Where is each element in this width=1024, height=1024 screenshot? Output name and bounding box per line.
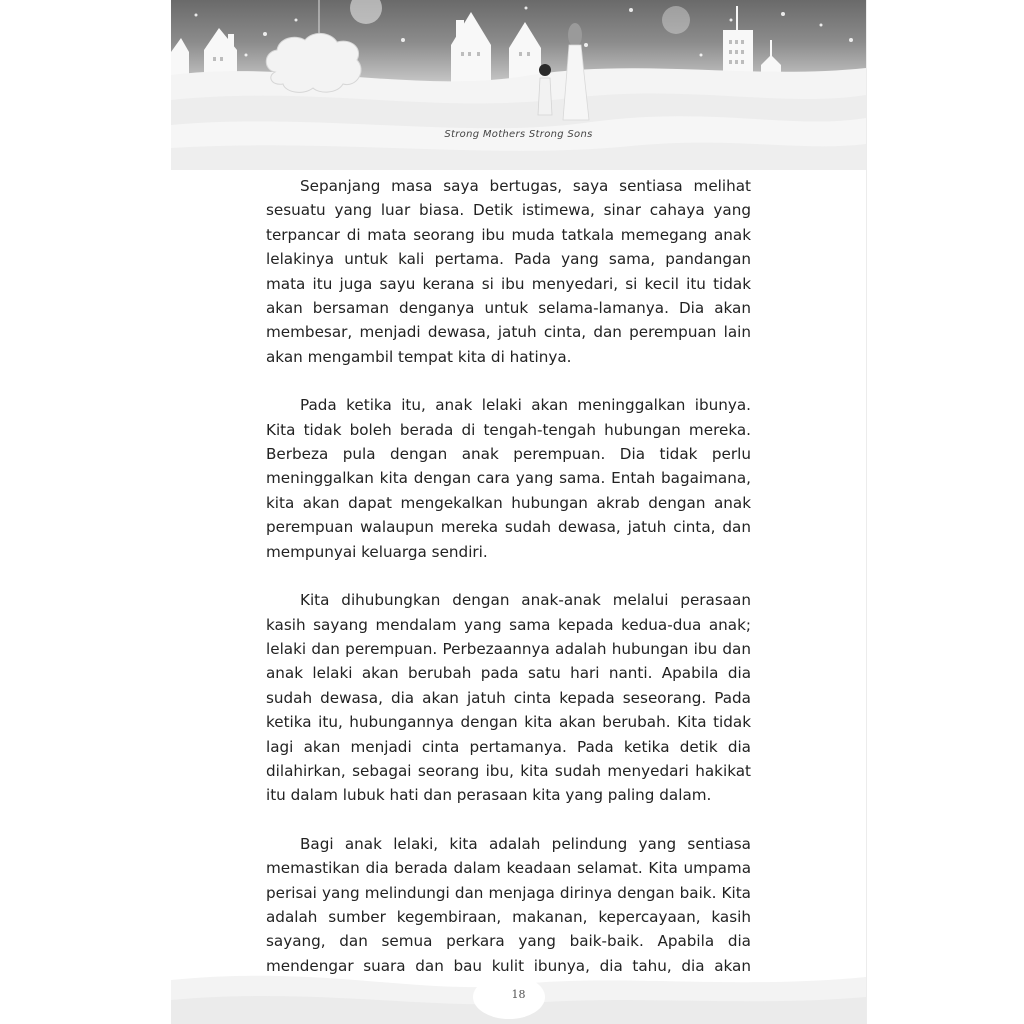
- paragraph-2: Pada ketika itu, anak lelaki akan meninggalkan ibunya. Kita tidak boleh berada di tengah-tengah hubungan mereka. Berbeza pula dengan anak perempuan. Dia tidak perlu meninggalkan kita dengan cara yang sama. Entah bagaimana, kita akan dapat mengekalkan hubungan akrab dengan anak perempuan walaupun mereka sudah dewasa, jatuh cinta, dan mempunyai keluarga sendiri.: [266, 396, 751, 561]
- paragraph-3: Kita dihubungkan dengan anak-anak melalui perasaan kasih sayang mendalam yang sama kepada kedua-dua anak; lelaki dan perempuan. Perbezaannya adalah hubungan ibu dan anak lelaki akan berubah pada satu hari nanti. Apabila dia sudah dewasa, dia akan jatuh cinta kepada seseorang. Pada ketika itu, hubungannya dengan kita akan berubah. Kita tidak lagi akan menjadi cinta pertamanya. Pada ketika detik dia dilahirkan, sebagai seorang ibu, kita sudah menyedari hakikat itu dalam lubuk hati dan perasaan kita yang paling dalam.: [266, 591, 751, 805]
- snowy-town-illustration: [171, 0, 866, 170]
- paragraph-4: Bagi anak lelaki, kita adalah pelindung yang sentiasa memastikan dia berada dalam keadaan selamat. Kita umpama perisai yang melindungi dan menjaga dirinya dengan baik. Kita adalah sumber kegembiraan, makanan, kepercayaan, kasih sayang, dan semua perkara yang baik-baik. Apabila dia mendengar suara dan bau kulit ibunya, dia tahu, dia akan: [266, 834, 751, 975]
- page-body-text: [266, 174, 751, 978]
- page-number: 18: [511, 988, 526, 1001]
- book-page: [171, 0, 866, 1024]
- paragraph-1: Sepanjang masa saya bertugas, saya sentiasa melihat sesuatu yang luar biasa. Detik istimewa, sinar cahaya yang terpancar di mata seorang ibu muda tatkala memegang anak lelakinya untuk kali pertama. Pada yang sama, pandangan mata itu juga sayu kerana si ibu menyedari, si kecil itu tidak akan bersaman denganya untuk selama-lamanya. Dia akan membesar, menjadi dewasa, jatuh cinta, dan perempuan lain akan mengambil tempat kita di hatinya.: [266, 177, 751, 366]
- running-title: Strong Mothers Strong Sons: [444, 129, 593, 140]
- page-header-illustration: [171, 0, 866, 170]
